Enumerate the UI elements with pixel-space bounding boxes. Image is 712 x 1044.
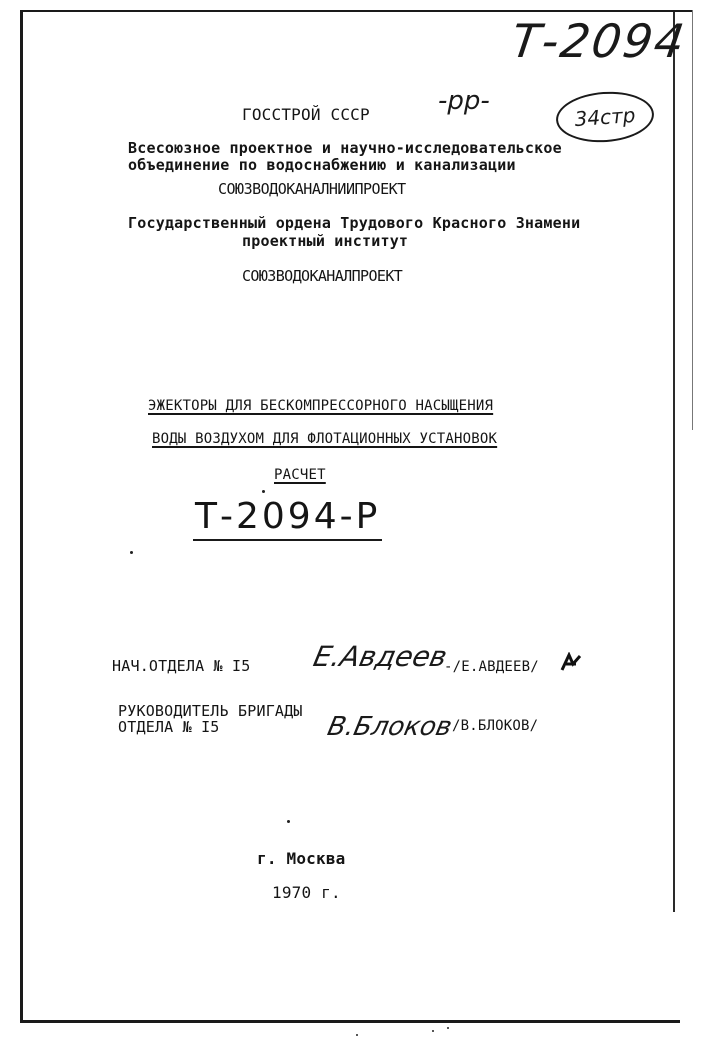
page-count-text: 34стр bbox=[573, 102, 637, 132]
brigade-signature: В.Блоков bbox=[324, 712, 455, 742]
brigade-leader-label-1: РУКОВОДИТЕЛЬ БРИГАДЫ bbox=[118, 702, 303, 720]
head-name: -/Е.АВДЕЕВ/ bbox=[444, 659, 539, 675]
brigade-name: /В.БЛОКОВ/ bbox=[452, 718, 539, 734]
frame-bottom-border bbox=[20, 1020, 680, 1023]
institute-short-name: СОЮЗВОДОКАНАЛПРОЕКТ bbox=[242, 267, 403, 285]
title-line-1: ЭЖЕКТОРЫ ДЛЯ БЕСКОМПРЕССОРНОГО НАСЫЩЕНИЯ bbox=[148, 398, 494, 414]
frame-top-border bbox=[20, 10, 692, 12]
frame-right-edge bbox=[692, 10, 693, 430]
ministry-name: ГОССТРОЙ СССР bbox=[242, 105, 370, 124]
handwritten-doc-number: Т-2094 bbox=[508, 14, 690, 68]
title-line-2: ВОДЫ ВОЗДУХОМ ДЛЯ ФЛОТАЦИОННЫХ УСТАНОВОК bbox=[152, 431, 498, 447]
association-short-name: СОЮЗВОДОКАНАЛНИИПРОЕКТ bbox=[218, 180, 406, 198]
document-code: Т-2094-Р bbox=[193, 496, 382, 541]
institute-line-1: Государственный ордена Трудового Красного Знамени bbox=[128, 214, 581, 232]
association-line-2: объединение по водоснабжению и канализации bbox=[128, 156, 516, 174]
city: г. Москва bbox=[257, 849, 346, 868]
institute-line-2: проектный институт bbox=[242, 232, 409, 250]
head-signature: Е.Авдеев bbox=[310, 640, 451, 673]
brigade-leader-label-2: ОТДЕЛА № I5 bbox=[118, 718, 220, 736]
frame-left-border bbox=[20, 10, 23, 1022]
frame-right-border bbox=[673, 12, 675, 912]
association-line-1: Всесоюзное проектное и научно-исследовательское bbox=[128, 139, 562, 157]
handwritten-dash-mark: -рр- bbox=[438, 86, 490, 116]
head-of-department-label: НАЧ.ОТДЕЛА № I5 bbox=[112, 657, 251, 675]
year: 1970 г. bbox=[272, 883, 341, 902]
handwritten-page-count bbox=[554, 89, 655, 146]
head-signature-mark bbox=[560, 652, 582, 672]
title-subtitle: РАСЧЕТ bbox=[274, 467, 326, 483]
